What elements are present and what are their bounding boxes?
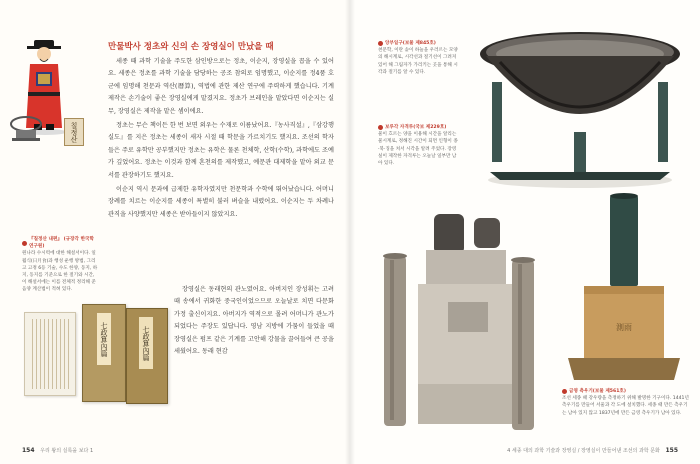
caption-title-text: 보루각 자격루(국보 제229호) <box>385 125 447 130</box>
caption-title-text: 『칠정산 내편』 (규장각 한국학연구원) <box>29 237 94 250</box>
waterclock-photo <box>378 206 548 434</box>
caption-title-text: 금영 측우기(보물 제561호) <box>569 389 626 394</box>
footer-right <box>507 447 678 454</box>
caption-title <box>22 236 98 250</box>
body-text-main <box>108 56 334 223</box>
caption-text: 조선 세종 때 강우량을 측정하기 위해 발명한 기구이다. 1441년 측우기를 만들어 서울과 각 도에 설치했다. 세종 때 만든 측우기는 남아 있지 않고 1837년에 만든 금영 측우기가 남아 있다. <box>562 396 689 416</box>
book-photo-1 <box>24 312 76 396</box>
scroll-label: 칠정산 <box>70 121 78 143</box>
caption-title-text: 앙부일구(보물 제845호) <box>385 41 436 46</box>
raingauge-caption <box>562 388 690 417</box>
bullet-icon <box>562 389 567 394</box>
body-text-secondary <box>174 284 334 360</box>
svg-text:測雨: 測雨 <box>616 323 632 332</box>
armillary-illustration <box>6 112 46 142</box>
book-scroll <box>64 118 84 146</box>
page-number: 155 <box>665 447 678 454</box>
footer-text: 우리 왕의 실록을 보다 1 <box>40 448 94 454</box>
book-title-text: 七政算內篇 <box>100 321 108 357</box>
caption-text: 물이 흐르는 양을 이용해 시간을 알리는 물시계로, 정해진 시간이 되면 인형이 종·북·징을 쳐서 시각을 알려 주었다. 장영실이 제작한 자격루는 오늘날 일부만 남아 있다. <box>378 132 458 167</box>
paragraph: 세종 때 과학 기술을 주도한 삼인방으로는 정초, 이순지, 장영실을 꼽을 수 있어요. 세종은 정초를 과학 기술을 담당하는 공조 참의로 임명했고, 이순지를 정4품 호군에 임명해 천문과 역산(曆算), 역법에 관한 제산 연구에 주력하게 했습니다. 기계 제작은 손기술이 좋은 장영실에게 맡겼지요. 정초가 브레인을 맡았다면 이순지는 실무, 장영실은 제작을 맡은 셈이에요. <box>108 58 334 115</box>
raingauge-photo <box>562 190 688 386</box>
book-title-label <box>97 313 111 365</box>
caption-text: 천문학, 이란 솥이 하늘을 우러르는 모양의 해시계로, 시각선과 절기선이 그려져 있어 해 그림자가 가리키는 곳을 통해 시각과 절기를 알 수 있다. <box>378 48 458 75</box>
sundial-caption <box>378 40 458 76</box>
caption-title <box>378 40 458 47</box>
page-number: 154 <box>22 447 35 454</box>
footer-text: 4 세종 대의 과학 기술과 장영실 / 장영실이 만들어낸 조선의 과학 문화 <box>507 448 660 454</box>
bullet-icon <box>378 41 383 46</box>
bullet-icon <box>378 125 383 130</box>
paragraph: 장영실은 동래현의 관노였어요. 아버지인 장성휘는 고려 때 송에서 귀화한 중국인이었으므로 오늘날로 치면 다문화 가정 출신이지요. 아버지가 역적으로 몰려 어머니가 관노가 되었다는 주장도 있답니다. 영남 지방에 가뭄이 들었을 때 장영실은 펌프 같은 기계를 고안해 강물을 끌어들여 큰 공을 세웠어요. 동래 현감 <box>174 286 334 356</box>
caption-text: 원나라 수시력에 대한 해설서이다. 일월식(日月食)과 행성 운행 방법, 그리고 고정 6등 기술, 수도 한양, 동지, 하지, 동지를 기준으로 한 절기와 시간, 이 해설서에는 이를 전체적 정리해 준 음양 계산법이 적혀 있다. <box>22 251 98 293</box>
book-title-text: 七政算內篇 <box>142 325 150 361</box>
book-photo-2 <box>82 304 126 402</box>
waterclock-caption <box>378 124 458 167</box>
paragraph: 이순지 역시 문과에 급제한 유학자였지만 천문학과 수학에 뛰어났습니다. 어머니 장례를 치르는 이순지를 세종이 특별히 불러 벼슬을 내렸어요. 이순지는 두 차례나 관직을 사양했지만 세종은 받아들이지 않았지요. <box>108 186 334 218</box>
book-gutter <box>345 0 355 464</box>
caption-title <box>378 124 458 131</box>
footer-left <box>22 447 93 454</box>
book-photo-3 <box>126 308 168 404</box>
book-title-label <box>139 317 153 369</box>
book-caption <box>22 236 98 294</box>
bullet-icon <box>22 241 27 246</box>
paragraph: 정초는 무슨 책이든 한 번 보면 외우는 수재로 이름났어요.『농사직설』,『삼강행실도』를 지은 정초는 세종이 새자 시절 때 학문을 가르치기도 했지요. 조선의 학자들은 주로 유학만 공부했지만 정초는 유학은 물론 천체학, 산학(수학), 과학에도 조예가 깊었어요. 정초는 이것과 함께 혼천의를 제작했고, 예문관 대제학을 맡아 외교 문서를 관장하기도 했지요. <box>108 122 334 179</box>
chapter-title: 만물박사 정초와 신의 손 장영실이 만났을 때 <box>108 42 274 52</box>
right-page <box>350 0 700 464</box>
caption-title <box>562 388 690 395</box>
sundial-photo <box>470 22 690 190</box>
